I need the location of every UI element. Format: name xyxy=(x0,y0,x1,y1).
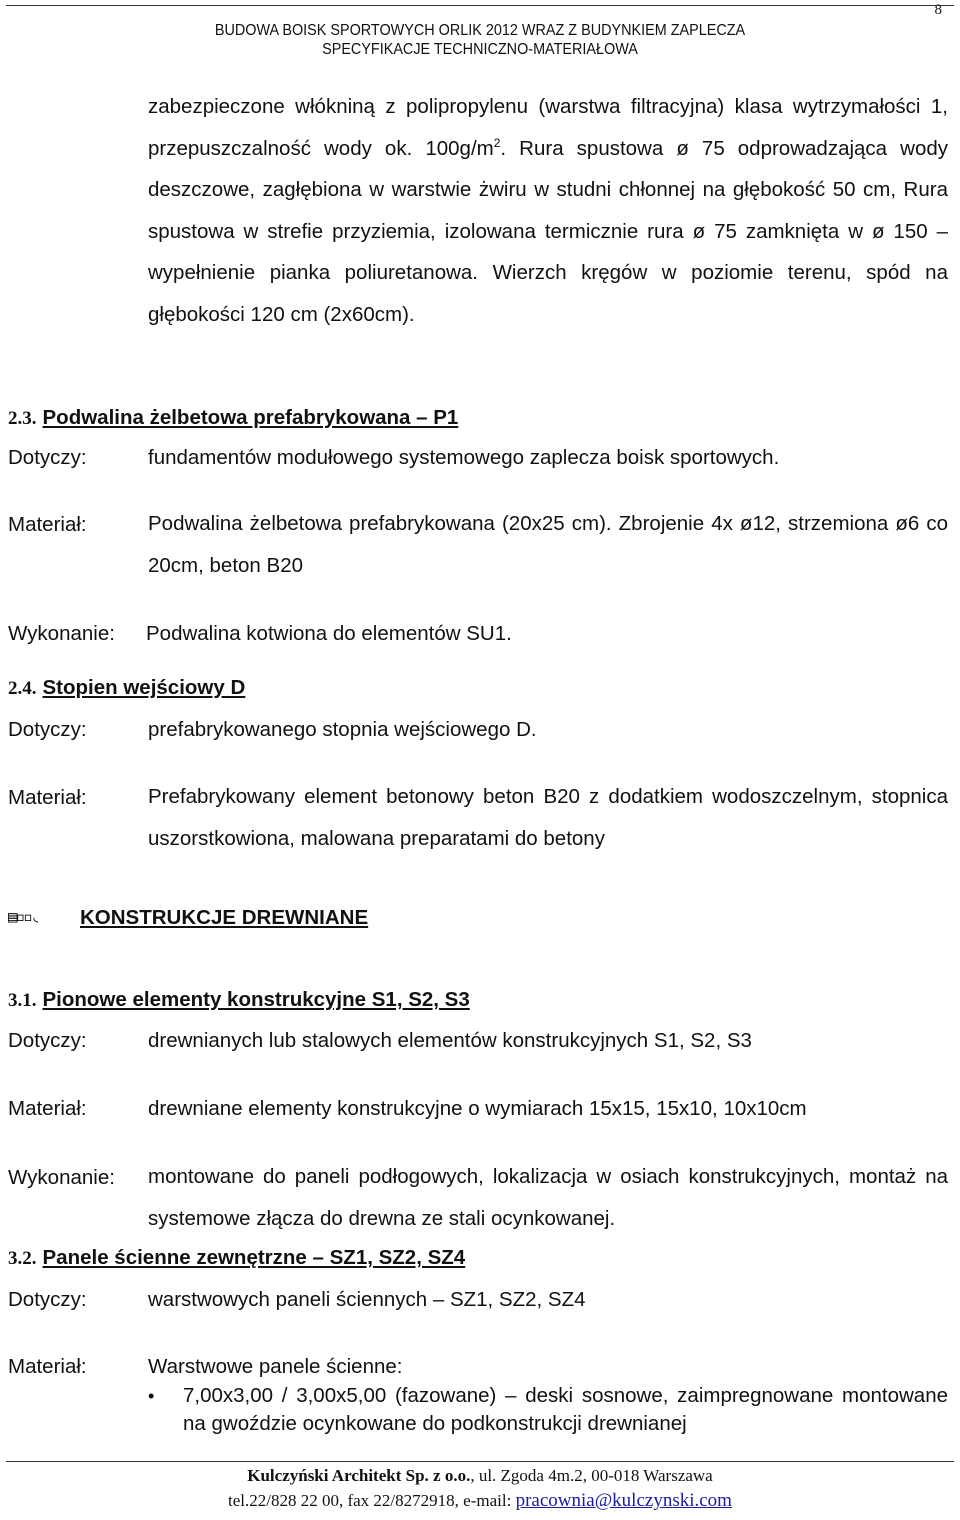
footer-line-1 xyxy=(0,1466,960,1486)
email-link[interactable]: pracownia@kulczynski.com xyxy=(515,1490,732,1511)
dotyczy-value: warstwowych paneli ściennych – SZ1, SZ2, SZ4 xyxy=(148,1288,586,1311)
dotyczy-label: Dotyczy: xyxy=(8,1029,87,1052)
intro-text-a: zabezpieczone włókniną z polipropylenu (warstwa filtracyjna) klasa wytrzymałości 1, przepuszczalność wody ok. 100g/m xyxy=(148,95,948,160)
intro-superscript: 2 xyxy=(493,135,501,150)
section-title: Pionowe elementy konstrukcyjne S1, S2, S3 xyxy=(42,988,470,1011)
dotyczy-value: fundamentów modułowego systemowego zaplecza boisk sportowych. xyxy=(148,446,780,469)
chapter-heading-3 xyxy=(8,906,368,930)
running-header xyxy=(48,21,912,59)
header-line-1: BUDOWA BOISK SPORTOWYCH ORLIK 2012 WRAZ Z BUDYNKIEM ZAPLECZA xyxy=(214,22,746,39)
wykonanie-label: Wykonanie: xyxy=(8,622,115,645)
material-value: drewniane elementy konstrukcyjne o wymiarach 15x15, 15x10, 10x10cm xyxy=(148,1097,807,1120)
section-number: 3.2. xyxy=(8,1248,37,1269)
intro-paragraph xyxy=(148,86,948,335)
section-heading-3-1 xyxy=(8,988,470,1012)
section-number: 2.3. xyxy=(8,408,37,429)
section-heading-2-4 xyxy=(8,676,245,700)
material-label: Materiał: xyxy=(8,786,87,809)
material-value: Prefabrykowany element betonowy beton B20 z dodatkiem wodoszczelnym, stopnica uszorstkowiona, malowana preparatami do betony xyxy=(148,785,948,850)
footer-contact: tel.22/828 22 00, fax 22/8272918, e-mail: xyxy=(228,1491,516,1510)
wykonanie-label: Wykonanie: xyxy=(8,1166,115,1189)
dotyczy-label: Dotyczy: xyxy=(8,446,87,469)
footer-line-2 xyxy=(0,1490,960,1512)
list-icon: ▤▫▫◟ xyxy=(8,907,39,926)
material-label: Materiał: xyxy=(8,1097,87,1120)
section-heading-3-2 xyxy=(8,1246,465,1270)
section-number: 2.4. xyxy=(8,678,37,699)
header-line-2: SPECYFIKACJE TECHNICZNO-MATERIAŁOWA xyxy=(322,41,638,58)
section-title: Podwalina żelbetowa prefabrykowana – P1 xyxy=(42,406,459,429)
material-value: Podwalina żelbetowa prefabrykowana (20x25 cm). Zbrojenie 4x ø12, strzemiona ø6 co 20cm, beton B20 xyxy=(148,512,948,577)
material-label: Materiał: xyxy=(8,513,87,536)
header-rule xyxy=(6,5,954,6)
footer-firm: Kulczyński Architekt Sp. z o.o. xyxy=(247,1466,471,1485)
section-number: 3.1. xyxy=(8,990,37,1011)
wykonanie-value: montowane do paneli podłogowych, lokalizacja w osiach konstrukcyjnych, montaż na systemowe złącza do drewna ze stali ocynkowanej. xyxy=(148,1165,948,1230)
dotyczy-value: drewnianych lub stalowych elementów konstrukcyjnych S1, S2, S3 xyxy=(148,1029,752,1052)
footer-address: , ul. Zgoda 4m.2, 00-018 Warszawa xyxy=(470,1466,713,1485)
footer-rule xyxy=(6,1461,954,1462)
section-title: Stopien wejściowy D xyxy=(42,676,246,699)
bullet-list xyxy=(148,1382,948,1438)
dotyczy-value: prefabrykowanego stopnia wejściowego D. xyxy=(148,718,537,741)
list-item: • 7,00x3,00 / 3,00x5,00 (fazowane) – deski sosnowe, zaimpregnowane montowane na gwoździe ocynkowane do podkonstrukcji drewnianej xyxy=(148,1382,948,1438)
dotyczy-label: Dotyczy: xyxy=(8,1288,87,1311)
section-title: Panele ścienne zewnętrzne – SZ1, SZ2, SZ4 xyxy=(42,1246,466,1269)
wykonanie-value: Podwalina kotwiona do elementów SU1. xyxy=(146,622,512,645)
dotyczy-label: Dotyczy: xyxy=(8,718,87,741)
material-value: Warstwowe panele ścienne: xyxy=(148,1355,403,1378)
section-heading-2-3 xyxy=(8,406,458,430)
intro-text-b: . Rura spustowa ø 75 odprowadzająca wody deszczowe, zagłębiona w warstwie żwiru w studni chłonnej na głębokość 50 cm, Rura spustowa w strefie przyziemia, izolowana termicznie rura ø 75 zamknięta w ø 150 – wypełnienie pianka poliuretanowa. Wierzch kręgów w poziomie terenu, spód na głębokości 120 cm (2x60cm). xyxy=(148,136,948,326)
chapter-title: KONSTRUKCJE DREWNIANE xyxy=(80,906,369,929)
material-label: Materiał: xyxy=(8,1355,87,1378)
page-number: 8 xyxy=(934,2,942,18)
